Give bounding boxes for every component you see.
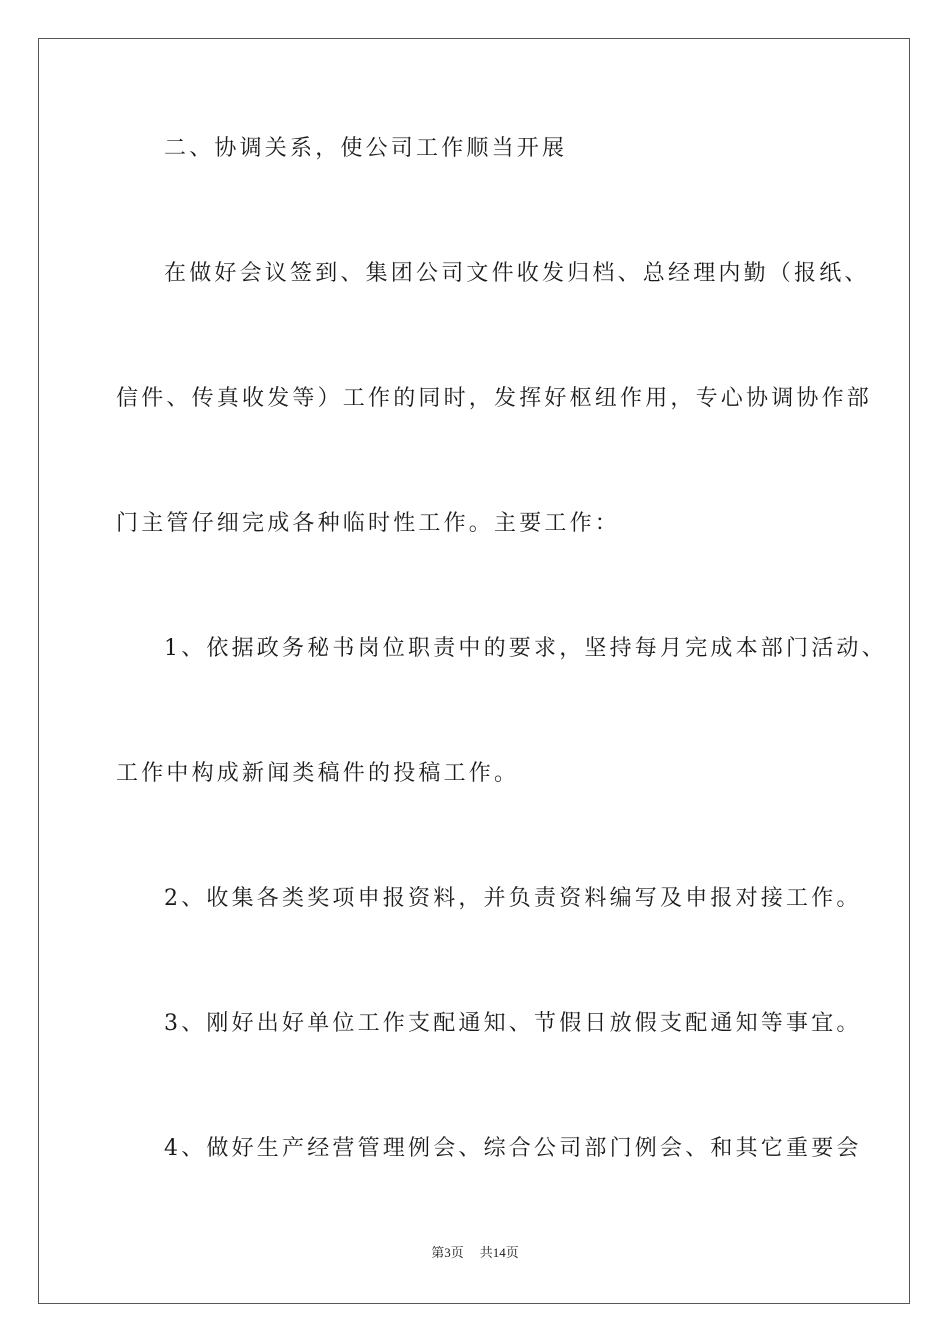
list-item-1-continued: 工作中构成新闻类稿件的投稿工作。: [116, 761, 520, 786]
section-heading: 二、协调关系，使公司工作顺当开展: [164, 136, 568, 161]
paragraph-line: 信件、传真收发等）工作的同时，发挥好枢纽作用，专心协调协作部: [116, 386, 873, 411]
list-item-3: 3、刚好出好单位工作支配通知、节假日放假支配通知等事宜。: [164, 1011, 862, 1036]
page-total: 共14页: [479, 1245, 519, 1260]
list-item-4: 4、做好生产经营管理例会、综合公司部门例会、和其它重要会: [164, 1136, 862, 1161]
paragraph-line: 门主管仔细完成各种临时性工作。主要工作：: [116, 511, 621, 536]
page-footer: [0, 1244, 950, 1262]
list-item-1: 1、依据政务秘书岗位职责中的要求，坚持每月完成本部门活动、: [164, 636, 887, 661]
paragraph-line: 在做好会议签到、集团公司文件收发归档、总经理内勤（报纸、: [164, 261, 870, 286]
list-item-2: 2、收集各类奖项申报资料，并负责资料编写及申报对接工作。: [164, 886, 862, 911]
page-number: 第3页: [431, 1245, 464, 1260]
page-border: [38, 38, 910, 1304]
